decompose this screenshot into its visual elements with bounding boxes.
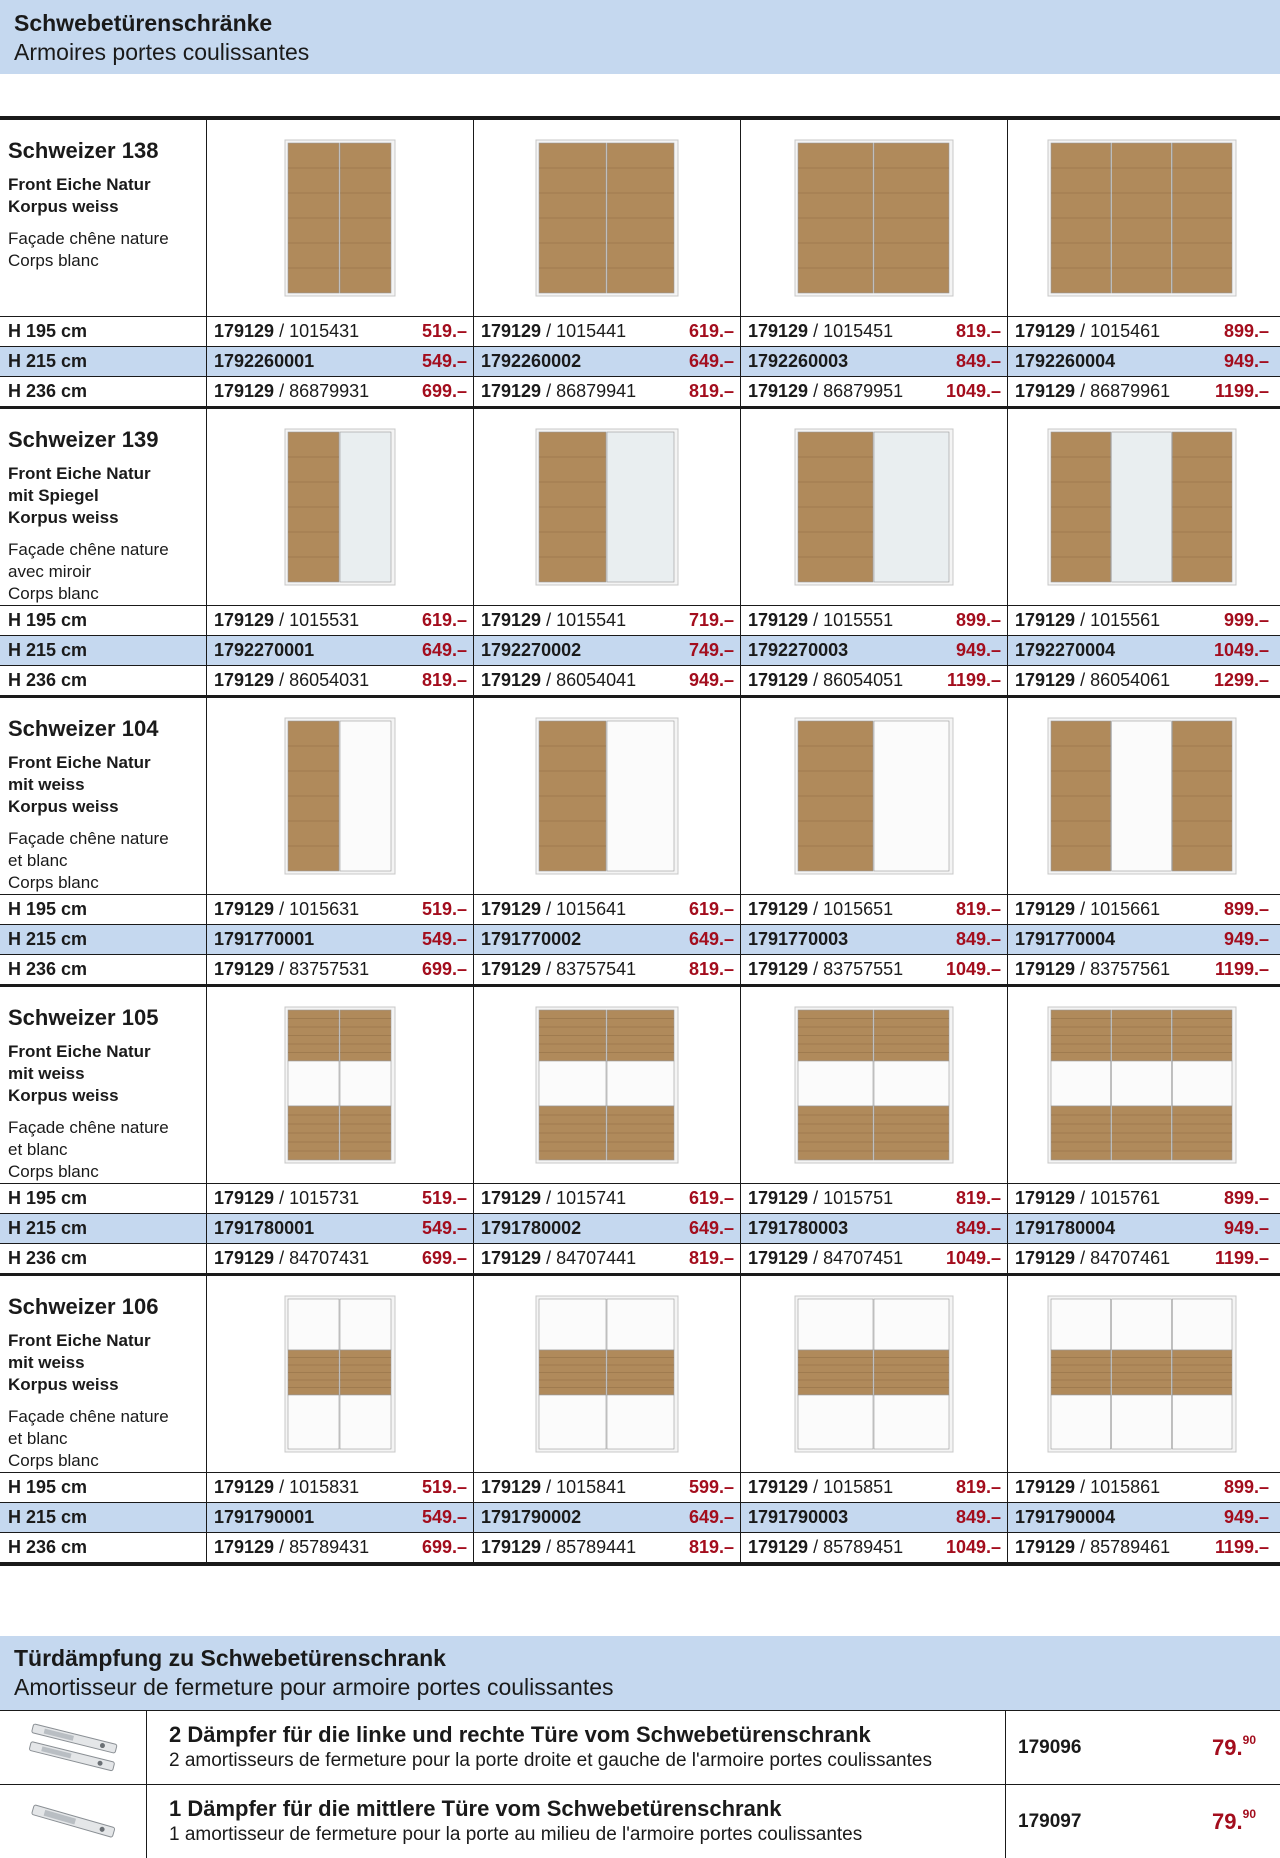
- price-row: [0, 924, 1280, 954]
- article-number: 179129 / 1015631: [214, 899, 360, 919]
- front-text-de: Front Eiche Natur mit Spiegel Korpus weiss: [8, 464, 151, 527]
- article-number: 1791780003: [748, 1218, 849, 1238]
- price-cell: [474, 636, 741, 665]
- wardrobe-picture-cell: [1008, 698, 1275, 894]
- product-block: [0, 1276, 1280, 1562]
- price-cell: [1008, 955, 1275, 984]
- wardrobe-picture-cell: [207, 987, 474, 1183]
- article-number: 179129 / 1015451: [748, 321, 894, 341]
- price: 949.–: [1223, 351, 1269, 371]
- product-description: [0, 698, 207, 894]
- price-cell: [1008, 1533, 1275, 1562]
- price-row: [0, 635, 1280, 665]
- product-description: [0, 120, 207, 316]
- damper-subtitle: Amortisseur de fermeture pour armoire portes coulissantes: [14, 1674, 614, 1700]
- article-number: 179129 / 86879961: [1015, 381, 1171, 401]
- price: 599.–: [688, 1477, 734, 1497]
- article-number: 1792260002: [481, 351, 582, 371]
- article-number: 179129 / 86054051: [748, 670, 904, 690]
- article-number: 179129 / 1015761: [1015, 1188, 1161, 1208]
- price-row: [0, 605, 1280, 635]
- article-number: 179129 / 85789431: [214, 1537, 370, 1557]
- price-cell: [207, 317, 474, 346]
- price: 649.–: [688, 1507, 734, 1527]
- price: 699.–: [421, 959, 467, 979]
- price-cell: [741, 1244, 1008, 1273]
- price: 1049.–: [945, 381, 1001, 401]
- size-label: H 215 cm: [0, 925, 207, 954]
- price: 819.–: [688, 381, 734, 401]
- damper-name-de: 1 Dämpfer für die mittlere Türe vom Schwebetürenschrank: [169, 1796, 782, 1821]
- wardrobe-image: [794, 1006, 954, 1164]
- price-cell: [207, 1473, 474, 1502]
- price-cell: [474, 1244, 741, 1273]
- wardrobe-picture-cell: [207, 120, 474, 316]
- price-cell: [207, 606, 474, 635]
- article-number: 179129 / 1015441: [481, 321, 627, 341]
- wardrobe-image: [284, 717, 396, 875]
- article-number: 179129 / 86054061: [1015, 670, 1171, 690]
- price: 1199.–: [1214, 381, 1269, 401]
- price-row: [0, 894, 1280, 924]
- product-block: [0, 987, 1280, 1276]
- price-cell: [474, 1214, 741, 1243]
- price: 619.–: [688, 321, 734, 341]
- price-cell: [1008, 1503, 1275, 1532]
- price-row: [0, 1243, 1280, 1273]
- damper-table: [0, 1710, 1280, 1858]
- damper-title: Türdämpfung zu Schwebetürenschrank: [14, 1645, 446, 1671]
- price: 949.–: [1223, 1218, 1269, 1238]
- price: 699.–: [421, 1537, 467, 1557]
- wardrobe-picture-cell: [474, 120, 741, 316]
- wardrobe-picture-cell: [474, 698, 741, 894]
- size-label: H 215 cm: [0, 347, 207, 376]
- wardrobe-picture-cell: [741, 698, 1008, 894]
- article-number: 1791770001: [214, 929, 315, 949]
- front-text-de: Front Eiche Natur mit weiss Korpus weiss: [8, 1331, 151, 1394]
- front-text-de: Front Eiche Natur mit weiss Korpus weiss: [8, 753, 151, 816]
- article-number: 1791790001: [214, 1507, 315, 1527]
- wardrobe-picture-cell: [474, 987, 741, 1183]
- price: 1049.–: [945, 959, 1001, 979]
- price-row: [0, 1502, 1280, 1532]
- wardrobe-image: [284, 1006, 396, 1164]
- size-label: H 195 cm: [0, 1473, 207, 1502]
- article-number: 1792270003: [748, 640, 849, 660]
- product-name: Schweizer 106: [8, 1294, 159, 1319]
- article-number: 179129 / 1015531: [214, 610, 360, 630]
- price: 819.–: [955, 899, 1001, 919]
- wardrobe-picture-cell: [741, 987, 1008, 1183]
- article-number: 179129 / 1015851: [748, 1477, 894, 1497]
- price-cell: [474, 377, 741, 406]
- article-number: 179129 / 1015641: [481, 899, 627, 919]
- damper-description: [147, 1785, 1006, 1858]
- product-name: Schweizer 105: [8, 1005, 159, 1030]
- price: 619.–: [421, 610, 467, 630]
- price-cell: [474, 606, 741, 635]
- article-number: 179129 / 85789461: [1015, 1537, 1171, 1557]
- price-cell: [1008, 347, 1275, 376]
- price-cell: [741, 636, 1008, 665]
- article-number: 179129 / 83757551: [748, 959, 904, 979]
- price: 649.–: [421, 640, 467, 660]
- wardrobe-image: [535, 1006, 679, 1164]
- price-cell: [207, 636, 474, 665]
- article-number: 179129 / 86879951: [748, 381, 904, 401]
- price-cell: [207, 666, 474, 695]
- price: 899.–: [1223, 321, 1269, 341]
- article-number: 179129 / 1015651: [748, 899, 894, 919]
- wardrobe-picture-cell: [207, 1276, 474, 1472]
- price-cell: [474, 1473, 741, 1502]
- price-cell: [1008, 1184, 1275, 1213]
- wardrobe-picture-cell: [474, 1276, 741, 1472]
- price: 849.–: [955, 351, 1001, 371]
- wardrobe-image: [284, 1295, 396, 1453]
- article-number: 179129 / 83757531: [214, 959, 370, 979]
- price: 819.–: [688, 1248, 734, 1268]
- front-text-fr: Façade chêne nature Corps blanc: [8, 229, 169, 270]
- wardrobe-image: [1047, 139, 1237, 297]
- article-number: 179129 / 84707451: [748, 1248, 904, 1268]
- price: 79.90: [1212, 1732, 1256, 1760]
- price-cell: [741, 1533, 1008, 1562]
- product-description: [0, 1276, 207, 1472]
- article-number: 1792260001: [214, 351, 315, 371]
- price-cell: [207, 895, 474, 924]
- article-number: 1792270002: [481, 640, 582, 660]
- wardrobe-image: [284, 139, 396, 297]
- wardrobe-image: [535, 717, 679, 875]
- wardrobe-image: [794, 428, 954, 586]
- price-cell: [474, 1533, 741, 1562]
- article-number: 1792260003: [748, 351, 849, 371]
- article-number: 179129 / 1015741: [481, 1188, 627, 1208]
- size-label: H 195 cm: [0, 895, 207, 924]
- damper-description: [147, 1711, 1006, 1784]
- product-description: [0, 987, 207, 1183]
- article-number: 179129 / 84707461: [1015, 1248, 1171, 1268]
- price: 849.–: [955, 1507, 1001, 1527]
- article-number: 179096: [1018, 1736, 1082, 1758]
- price-cell: [741, 1214, 1008, 1243]
- damper-name-fr: 1 amortisseur de fermeture pour la porte au milieu de l'armoire portes coulissantes: [169, 1824, 863, 1845]
- size-label: H 215 cm: [0, 1214, 207, 1243]
- wardrobe-picture-cell: [741, 409, 1008, 605]
- article-number: 1791780001: [214, 1218, 315, 1238]
- front-text-fr: Façade chêne nature et blanc Corps blanc: [8, 829, 169, 892]
- front-text-fr: Façade chêne nature et blanc Corps blanc: [8, 1118, 169, 1181]
- price-cell: [474, 666, 741, 695]
- price-cell: [474, 347, 741, 376]
- header-band: [0, 0, 1280, 74]
- article-number: 179129 / 85789441: [481, 1537, 637, 1557]
- price: 1049.–: [945, 1248, 1001, 1268]
- price: 549.–: [421, 1218, 467, 1238]
- price-row: [0, 954, 1280, 984]
- price-row: [0, 1472, 1280, 1502]
- front-text-de: Front Eiche Natur Korpus weiss: [8, 175, 151, 216]
- size-label: H 195 cm: [0, 317, 207, 346]
- damper-order: [1006, 1711, 1280, 1784]
- article-number: 179129 / 1015861: [1015, 1477, 1161, 1497]
- price: 849.–: [955, 1218, 1001, 1238]
- price: 649.–: [688, 351, 734, 371]
- article-number: 179129 / 83757561: [1015, 959, 1171, 979]
- wardrobe-image: [1047, 717, 1237, 875]
- price-cell: [474, 895, 741, 924]
- price: 1199.–: [1214, 959, 1269, 979]
- price: 699.–: [421, 1248, 467, 1268]
- wardrobe-image: [1047, 428, 1237, 586]
- price-row: [0, 1532, 1280, 1562]
- wardrobe-picture-cell: [741, 120, 1008, 316]
- wardrobe-picture-cell: [741, 1276, 1008, 1472]
- wardrobe-catalog: [0, 116, 1280, 1566]
- wardrobe-picture-cell: [207, 698, 474, 894]
- price-cell: [207, 377, 474, 406]
- price-cell: [207, 347, 474, 376]
- article-number: 1791790002: [481, 1507, 582, 1527]
- article-number: 179129 / 1015831: [214, 1477, 360, 1497]
- product-block: [0, 409, 1280, 698]
- size-label: H 236 cm: [0, 1533, 207, 1562]
- price: 649.–: [688, 929, 734, 949]
- price-cell: [474, 317, 741, 346]
- price: 849.–: [955, 929, 1001, 949]
- article-number: 1792260004: [1015, 351, 1116, 371]
- price-cell: [207, 955, 474, 984]
- damper-order: [1006, 1785, 1280, 1858]
- price-row: [0, 376, 1280, 406]
- wardrobe-picture-cell: [474, 409, 741, 605]
- price-cell: [1008, 666, 1275, 695]
- article-number: 1791770003: [748, 929, 849, 949]
- price: 999.–: [1223, 610, 1269, 630]
- price: 819.–: [688, 959, 734, 979]
- price: 549.–: [421, 351, 467, 371]
- price: 819.–: [955, 1477, 1001, 1497]
- price: 819.–: [955, 321, 1001, 341]
- price: 619.–: [688, 1188, 734, 1208]
- price: 899.–: [1223, 1188, 1269, 1208]
- price: 549.–: [421, 929, 467, 949]
- price-cell: [207, 1184, 474, 1213]
- price: 949.–: [955, 640, 1001, 660]
- damper-row: [0, 1711, 1280, 1785]
- product-block: [0, 698, 1280, 987]
- price-cell: [474, 1503, 741, 1532]
- damper-name-fr: 2 amortisseurs de fermeture pour la porte droite et gauche de l'armoire portes coulissantes: [169, 1750, 932, 1771]
- price: 79.90: [1212, 1807, 1256, 1834]
- size-label: H 236 cm: [0, 955, 207, 984]
- product-description: [0, 409, 207, 605]
- wardrobe-picture-cell: [207, 409, 474, 605]
- wardrobe-image: [794, 139, 954, 297]
- price-cell: [1008, 925, 1275, 954]
- price: 819.–: [688, 1537, 734, 1557]
- size-label: H 215 cm: [0, 636, 207, 665]
- price-cell: [741, 606, 1008, 635]
- article-number: 1792270001: [214, 640, 315, 660]
- price-cell: [1008, 1214, 1275, 1243]
- price: 1049.–: [1213, 640, 1269, 660]
- article-number: 179129 / 85789451: [748, 1537, 904, 1557]
- price: 519.–: [421, 321, 467, 341]
- price-cell: [741, 895, 1008, 924]
- wardrobe-image: [284, 428, 396, 586]
- article-number: 179129 / 1015751: [748, 1188, 894, 1208]
- product-name: Schweizer 139: [8, 427, 159, 452]
- product-name: Schweizer 104: [8, 716, 159, 741]
- price: 819.–: [421, 670, 467, 690]
- price-cell: [207, 1533, 474, 1562]
- article-number: 1791780002: [481, 1218, 582, 1238]
- price: 719.–: [688, 610, 734, 630]
- price-row: [0, 665, 1280, 695]
- article-number: 179129 / 1015661: [1015, 899, 1161, 919]
- damper-pair-image: [0, 1711, 147, 1784]
- article-number: 179129 / 1015551: [748, 610, 894, 630]
- price: 949.–: [1223, 929, 1269, 949]
- wardrobe-image: [535, 428, 679, 586]
- wardrobe-picture-cell: [1008, 987, 1275, 1183]
- price: 519.–: [421, 899, 467, 919]
- product-block: [0, 120, 1280, 409]
- article-number: 1791770002: [481, 929, 582, 949]
- price: 749.–: [688, 640, 734, 660]
- article-number: 179129 / 1015561: [1015, 610, 1161, 630]
- price-cell: [741, 1184, 1008, 1213]
- price-row: [0, 346, 1280, 376]
- price: 1299.–: [1213, 670, 1269, 690]
- article-number: 179129 / 84707431: [214, 1248, 370, 1268]
- price-cell: [741, 1473, 1008, 1502]
- article-number: 179129 / 1015431: [214, 321, 360, 341]
- article-number: 179129 / 86879941: [481, 381, 637, 401]
- price-cell: [1008, 606, 1275, 635]
- price-cell: [207, 1214, 474, 1243]
- article-number: 179129 / 1015731: [214, 1188, 360, 1208]
- damper-row: [0, 1785, 1280, 1858]
- price: 949.–: [1223, 1507, 1269, 1527]
- page-subtitle: Armoires portes coulissantes: [14, 39, 310, 65]
- price-row: [0, 1213, 1280, 1243]
- wardrobe-image: [535, 139, 679, 297]
- price: 519.–: [421, 1477, 467, 1497]
- wardrobe-image: [794, 717, 954, 875]
- front-text-fr: Façade chêne nature et blanc Corps blanc: [8, 1407, 169, 1470]
- article-number: 179129 / 1015541: [481, 610, 627, 630]
- article-number: 179129 / 83757541: [481, 959, 637, 979]
- damper-single-image: [0, 1785, 147, 1858]
- price-cell: [474, 955, 741, 984]
- price: 649.–: [688, 1218, 734, 1238]
- price-cell: [1008, 895, 1275, 924]
- price-cell: [1008, 317, 1275, 346]
- price-cell: [207, 925, 474, 954]
- size-label: H 215 cm: [0, 1503, 207, 1532]
- product-name: Schweizer 138: [8, 138, 159, 163]
- price-cell: [1008, 636, 1275, 665]
- article-number: 179129 / 84707441: [481, 1248, 637, 1268]
- size-label: H 236 cm: [0, 377, 207, 406]
- price-cell: [1008, 1244, 1275, 1273]
- price-cell: [474, 1184, 741, 1213]
- price-row: [0, 316, 1280, 346]
- article-number: 1791790004: [1015, 1507, 1116, 1527]
- price: 519.–: [421, 1188, 467, 1208]
- price-cell: [207, 1503, 474, 1532]
- article-number: 179129 / 1015461: [1015, 321, 1161, 341]
- price: 699.–: [421, 381, 467, 401]
- article-number: 1791780004: [1015, 1218, 1116, 1238]
- size-label: H 195 cm: [0, 1184, 207, 1213]
- price-cell: [741, 347, 1008, 376]
- size-label: H 236 cm: [0, 666, 207, 695]
- article-number: 179129 / 1015841: [481, 1477, 627, 1497]
- price-cell: [474, 925, 741, 954]
- wardrobe-picture-cell: [1008, 409, 1275, 605]
- damper-name-de: 2 Dämpfer für die linke und rechte Türe vom Schwebetürenschrank: [169, 1722, 871, 1747]
- price-cell: [207, 1244, 474, 1273]
- wardrobe-image: [1047, 1295, 1237, 1453]
- article-number: 179129 / 86879931: [214, 381, 370, 401]
- price-cell: [741, 317, 1008, 346]
- front-text-de: Front Eiche Natur mit weiss Korpus weiss: [8, 1042, 151, 1105]
- wardrobe-image: [1047, 1006, 1237, 1164]
- wardrobe-image: [535, 1295, 679, 1453]
- price-cell: [741, 1503, 1008, 1532]
- price: 819.–: [955, 1188, 1001, 1208]
- page-title: Schwebetürenschränke: [14, 10, 273, 36]
- wardrobe-picture-cell: [1008, 1276, 1275, 1472]
- price-row: [0, 1183, 1280, 1213]
- price-cell: [741, 955, 1008, 984]
- price: 619.–: [688, 899, 734, 919]
- damper-section-header: [0, 1636, 1280, 1710]
- size-label: H 195 cm: [0, 606, 207, 635]
- article-number: 179097: [1018, 1811, 1082, 1832]
- article-number: 1791770004: [1015, 929, 1116, 949]
- article-number: 179129 / 86054031: [214, 670, 370, 690]
- price: 549.–: [421, 1507, 467, 1527]
- price: 899.–: [955, 610, 1001, 630]
- price: 899.–: [1223, 1477, 1269, 1497]
- wardrobe-image: [794, 1295, 954, 1453]
- price: 1199.–: [1214, 1248, 1269, 1268]
- price-cell: [1008, 377, 1275, 406]
- price: 949.–: [688, 670, 734, 690]
- size-label: H 236 cm: [0, 1244, 207, 1273]
- price-cell: [1008, 1473, 1275, 1502]
- price: 899.–: [1223, 899, 1269, 919]
- price-cell: [741, 925, 1008, 954]
- price-cell: [741, 666, 1008, 695]
- article-number: 179129 / 86054041: [481, 670, 637, 690]
- price-cell: [741, 377, 1008, 406]
- article-number: 1792270004: [1015, 640, 1116, 660]
- price: 1199.–: [946, 670, 1001, 690]
- wardrobe-picture-cell: [1008, 120, 1275, 316]
- front-text-fr: Façade chêne nature avec miroir Corps blanc: [8, 540, 169, 603]
- price: 1199.–: [1214, 1537, 1269, 1557]
- article-number: 1791790003: [748, 1507, 849, 1527]
- price: 1049.–: [945, 1537, 1001, 1557]
